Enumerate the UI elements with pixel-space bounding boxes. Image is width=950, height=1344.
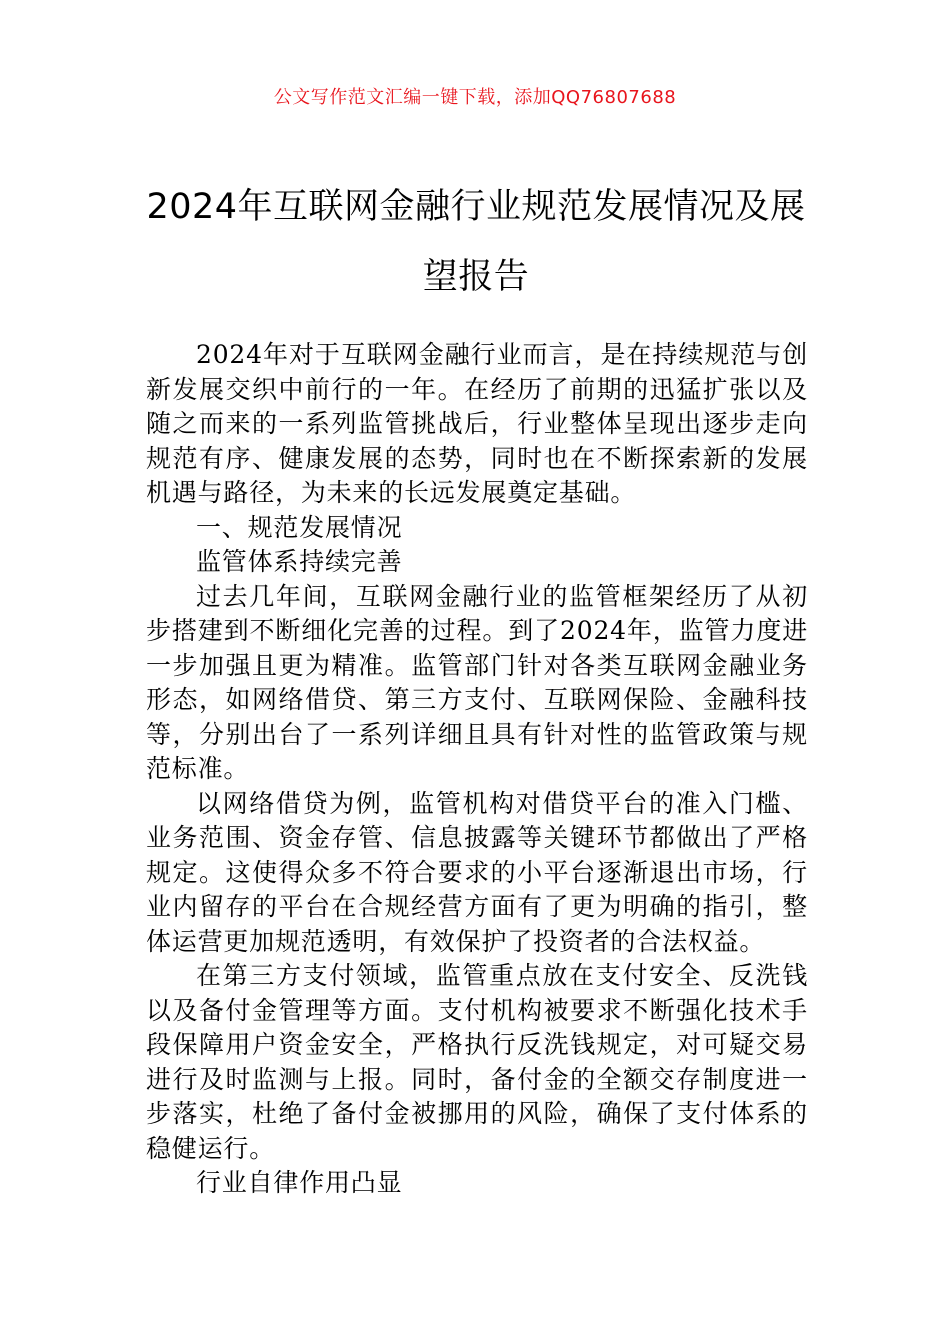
subsection-heading-self-regulation: 行业自律作用凸显 (196, 1168, 403, 1197)
subsection-heading-regulation: 监管体系持续完善 (196, 547, 403, 576)
title-line-2: 望报告 (422, 257, 530, 297)
document-body (146, 338, 808, 1201)
paragraph-online-lending: 以网络借贷为例，监管机构对借贷平台的准入门槛、业务范围、资金存管、信息披露等关键环节都做出了严格规定。这使得众多不符合要求的小平台逐渐退出市场，行业内留存的平台在合规经营方面有了更为明确的指引，整体运营更加规范透明，有效保护了投资者的合法权益。 (146, 788, 808, 956)
header-download-note: 公文写作范文汇编一键下载，添加QQ76807688 (273, 87, 677, 108)
intro-paragraph: 2024年对于互联网金融行业而言，是在持续规范与创新发展交织中前行的一年。在经历了前期的迅猛扩张以及随之而来的一系列监管挑战后，行业整体呈现出逐步走向规范有序、健康发展的态势，同时也在不断探索新的发展机遇与路径，为未来的长远发展奠定基础。 (146, 340, 808, 507)
section-heading-1: 一、规范发展情况 (196, 512, 403, 542)
document-title (146, 172, 806, 312)
paragraph-third-party-payment: 在第三方支付领域，监管重点放在支付安全、反洗钱以及备付金管理等方面。支付机构被要求不断强化技术手段保障用户资金安全，严格执行反洗钱规定，对可疑交易进行及时监测与上报。同时，备付金的全额交存制度进一步落实，杜绝了备付金被挪用的风险，确保了支付体系的稳健运行。 (146, 961, 808, 1163)
title-line-1: 2024年互联网金融行业规范发展情况及展 (146, 187, 806, 227)
paragraph-regulatory-framework: 过去几年间，互联网金融行业的监管框架经历了从初步搭建到不断细化完善的过程。到了2024年，监管力度进一步加强且更为精准。监管部门针对各类互联网金融业务形态，如网络借贷、第三方支付、互联网保险、金融科技等，分别出台了一系列详细且具有针对性的监管政策与规范标准。 (146, 581, 808, 783)
